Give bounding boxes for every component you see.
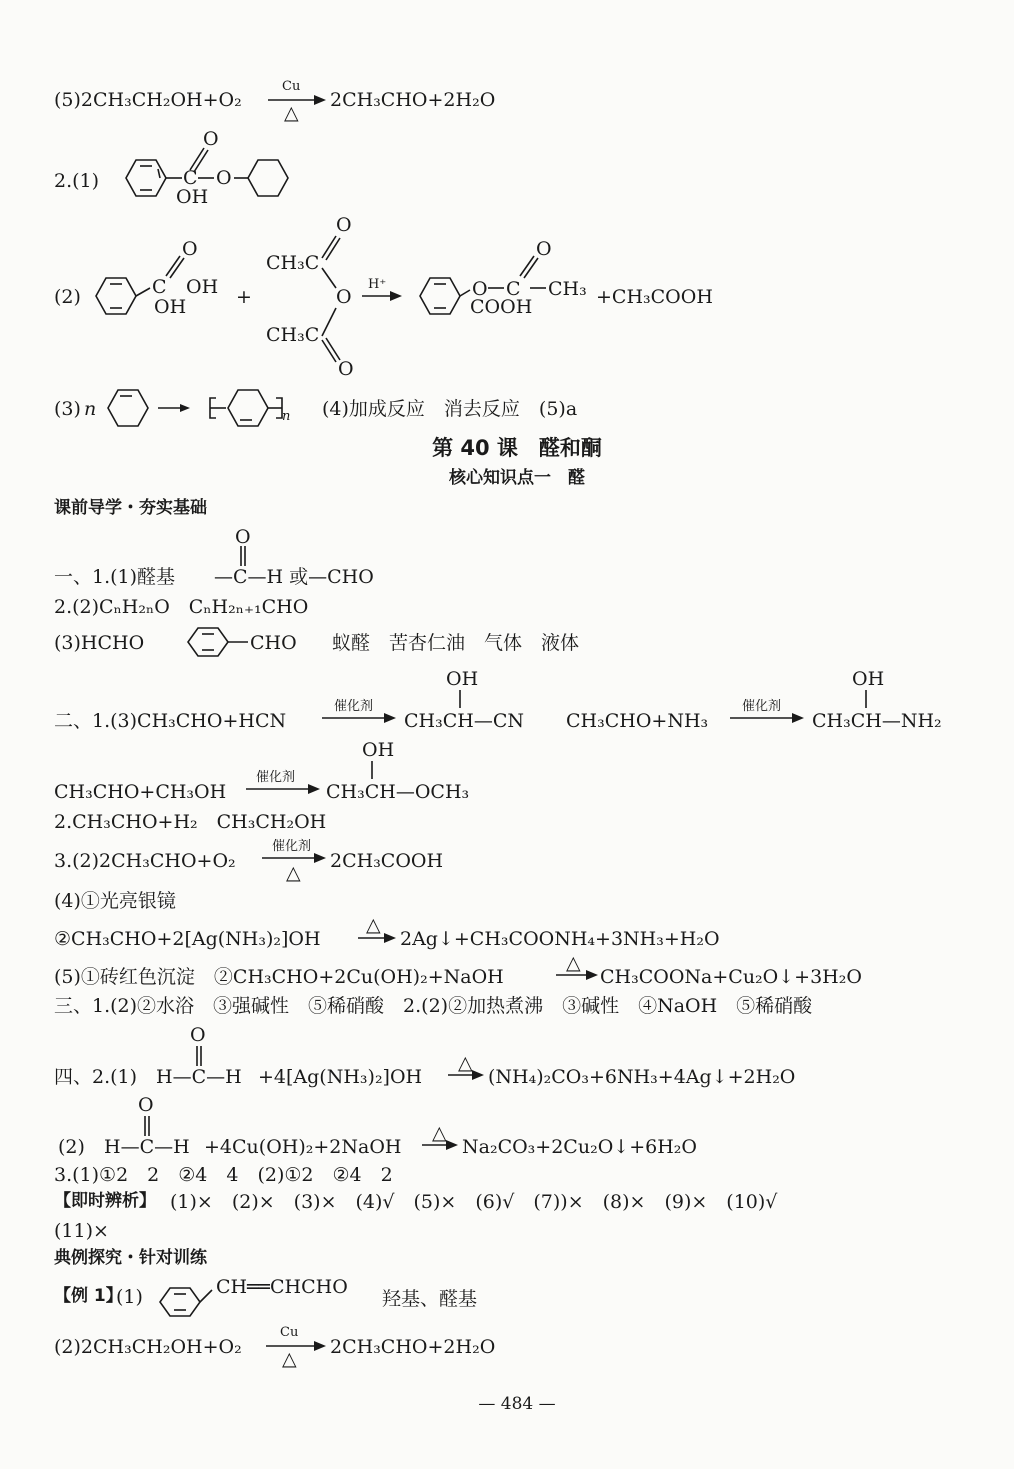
example-answer: 羟基、醛基 bbox=[382, 1288, 478, 1310]
heat-triangle: △ bbox=[282, 1348, 297, 1370]
hydroxyl: OH bbox=[176, 186, 209, 208]
atom-o: O bbox=[336, 286, 352, 308]
atom-o: O bbox=[216, 167, 232, 189]
lesson-subtitle: 核心知识点一 醛 bbox=[449, 468, 585, 488]
heat-triangle: △ bbox=[286, 862, 301, 884]
section-heading: 课前导学・夯实基础 bbox=[54, 498, 207, 518]
atom-o: O bbox=[190, 1024, 206, 1046]
atom-c: C bbox=[152, 276, 167, 298]
q2-1-label: 2.(1) bbox=[54, 170, 100, 192]
arrowhead bbox=[314, 95, 326, 105]
one-line-1: 一、1.(1)醛基 bbox=[54, 566, 176, 588]
catalyst-h-plus: H⁺ bbox=[368, 277, 387, 292]
arrowhead bbox=[792, 713, 804, 723]
benzene-ring bbox=[188, 628, 228, 656]
example-q2-products: 2CH₃CHO+2H₂O bbox=[330, 1336, 496, 1358]
example-q2: (2)2CH₃CH₂OH+O₂ bbox=[54, 1336, 242, 1358]
catalyst-label: 催化剂 bbox=[272, 839, 312, 854]
tollens-products: (NH₄)₂CO₃+6NH₃+4Ag↓+2H₂O bbox=[488, 1066, 796, 1088]
catalyst-label: 催化剂 bbox=[742, 699, 782, 714]
catalyst-cu: Cu bbox=[280, 1325, 299, 1340]
aldehyde-group: —C—H 或—CHO bbox=[214, 566, 374, 588]
arrowhead bbox=[472, 1070, 484, 1080]
cuoh2-reactants: (5)①砖红色沉淀 ②CH₃CHO+2Cu(OH)₂+NaOH bbox=[54, 966, 504, 988]
example-label: 【例 1】 bbox=[54, 1286, 123, 1306]
q3-label: (3) bbox=[54, 398, 81, 420]
four-line-3: 3.(1)①2 2 ②4 4 (2)①2 ②4 2 bbox=[54, 1164, 393, 1186]
heat-triangle: △ bbox=[432, 1122, 447, 1144]
one-line-2: 2.(2)CₙH₂ₙO CₙH₂ₙ₊₁CHO bbox=[54, 596, 309, 618]
hydroxyl: OH bbox=[186, 276, 219, 298]
benzaldehyde-cho: CHO bbox=[250, 632, 297, 654]
equation-5-left: (5)2CH₃CH₂OH+O₂ bbox=[54, 89, 242, 111]
fehling-products: Na₂CO₃+2Cu₂O↓+6H₂O bbox=[462, 1136, 697, 1158]
product-acetic-acid: 2CH₃COOH bbox=[330, 850, 444, 872]
formaldehyde: H—C—H bbox=[104, 1136, 190, 1158]
n-subscript: n bbox=[282, 409, 291, 424]
atom-o: O bbox=[203, 128, 219, 150]
heat-triangle: △ bbox=[284, 102, 299, 124]
heat-triangle: △ bbox=[458, 1052, 473, 1074]
section-heading: 典例探究・针对训练 bbox=[54, 1248, 207, 1268]
atom-o: O bbox=[338, 358, 354, 380]
hydroxyl: OH bbox=[446, 668, 479, 690]
silver-mirror-products: 2Ag↓+CH₃COONH₄+3NH₃+H₂O bbox=[400, 928, 720, 950]
arrowhead bbox=[384, 933, 396, 943]
hydroxyl: OH bbox=[362, 739, 395, 761]
carboxyl: COOH bbox=[470, 296, 533, 318]
catalyst-label: 催化剂 bbox=[256, 770, 296, 785]
two-line-2: 2.CH₃CHO+H₂ CH₃CH₂OH bbox=[54, 811, 327, 833]
arrowhead bbox=[586, 970, 598, 980]
heat-triangle: △ bbox=[366, 914, 381, 936]
formaldehyde: H—C—H bbox=[156, 1066, 242, 1088]
atom-o: O bbox=[138, 1094, 154, 1116]
hydroxyl: OH bbox=[852, 668, 885, 690]
acetyl-group: CH₃C bbox=[266, 252, 320, 274]
product-hemiacetal: CH₃CH—OCH₃ bbox=[326, 781, 470, 803]
arrowhead bbox=[180, 404, 190, 412]
tollens-reagent: +4[Ag(NH₃)₂]OH bbox=[258, 1066, 423, 1088]
silver-mirror-reactants: ②CH₃CHO+2[Ag(NH₃)₂]OH bbox=[54, 928, 321, 950]
arrowhead bbox=[384, 713, 396, 723]
lesson-title: 第 40 课 醛和酮 bbox=[432, 436, 602, 460]
q4-q5-answers: (4)加成反应 消去反应 (5)a bbox=[322, 398, 578, 420]
quick-check-answers-2: (11)× bbox=[54, 1220, 109, 1242]
benzene-ring bbox=[160, 1288, 200, 1316]
arrowhead bbox=[446, 1140, 458, 1150]
equation-5-right: 2CH₃CHO+2H₂O bbox=[330, 89, 496, 111]
four-line-2-label: (2) bbox=[58, 1136, 85, 1158]
arrowhead bbox=[390, 291, 402, 301]
quick-check-label: 【即时辨析】 bbox=[54, 1191, 156, 1211]
heat-triangle: △ bbox=[566, 952, 581, 974]
four-line-1-label: 四、2.(1) bbox=[54, 1066, 138, 1088]
example-q1: (1) bbox=[116, 1286, 143, 1308]
two-line-3: 3.(2)2CH₃CHO+O₂ bbox=[54, 850, 236, 872]
acetyl-group: CH₃C bbox=[266, 324, 320, 346]
quick-check-answers: (1)× (2)× (3)× (4)√ (5)× (6)√ (7))× (8)× (9)× (10)√ bbox=[170, 1191, 778, 1213]
methyl: CH₃ bbox=[548, 278, 587, 300]
two-reaction-3: CH₃CHO+CH₃OH bbox=[54, 781, 227, 803]
catalyst-cu: Cu bbox=[282, 79, 301, 94]
two-reaction-2: CH₃CHO+NH₃ bbox=[566, 710, 709, 732]
q2-2-label: (2) bbox=[54, 286, 81, 308]
atom-o: O bbox=[336, 214, 352, 236]
atom-o: O bbox=[536, 238, 552, 260]
three-line-1: 三、1.(2)②水浴 ③强碱性 ⑤稀硝酸 2.(2)②加热煮沸 ③碱性 ④NaOH ⑤稀硝酸 bbox=[54, 995, 813, 1017]
bond bbox=[136, 288, 150, 296]
atom-c: C bbox=[506, 278, 521, 300]
cuoh2-products: CH₃COONa+Cu₂O↓+3H₂O bbox=[600, 966, 862, 988]
atom-o: O bbox=[472, 278, 488, 300]
hydroxyl: OH bbox=[154, 296, 187, 318]
two-reaction-1: 二、1.(3)CH₃CHO+HCN bbox=[54, 710, 287, 732]
two-line-4: (4)①光亮银镜 bbox=[54, 890, 176, 912]
arrowhead bbox=[314, 853, 326, 863]
one-line-3: (3)HCHO bbox=[54, 632, 145, 654]
catalyst-label: 催化剂 bbox=[334, 699, 374, 714]
arrowhead bbox=[308, 784, 320, 794]
atom-o: O bbox=[182, 238, 198, 260]
acetic-acid: +CH₃COOH bbox=[596, 286, 713, 308]
product-amine: CH₃CH—NH₂ bbox=[812, 710, 942, 732]
plus-sign: + bbox=[236, 286, 252, 308]
n-coefficient: n bbox=[84, 398, 97, 420]
atom-o: O bbox=[235, 526, 251, 548]
fehling-reagent: +4Cu(OH)₂+2NaOH bbox=[204, 1136, 402, 1158]
page-number: — 484 — bbox=[478, 1394, 556, 1414]
atom-c: C bbox=[183, 167, 198, 189]
cyclohexane-ring bbox=[248, 160, 288, 196]
one-line-3-names: 蚁醛 苦杏仁油 气体 液体 bbox=[332, 632, 580, 654]
cinnamaldehyde-chain: CH══CHCHO bbox=[216, 1276, 348, 1298]
product-cyanohydrin: CH₃CH—CN bbox=[404, 710, 524, 732]
arrowhead bbox=[314, 1341, 326, 1351]
